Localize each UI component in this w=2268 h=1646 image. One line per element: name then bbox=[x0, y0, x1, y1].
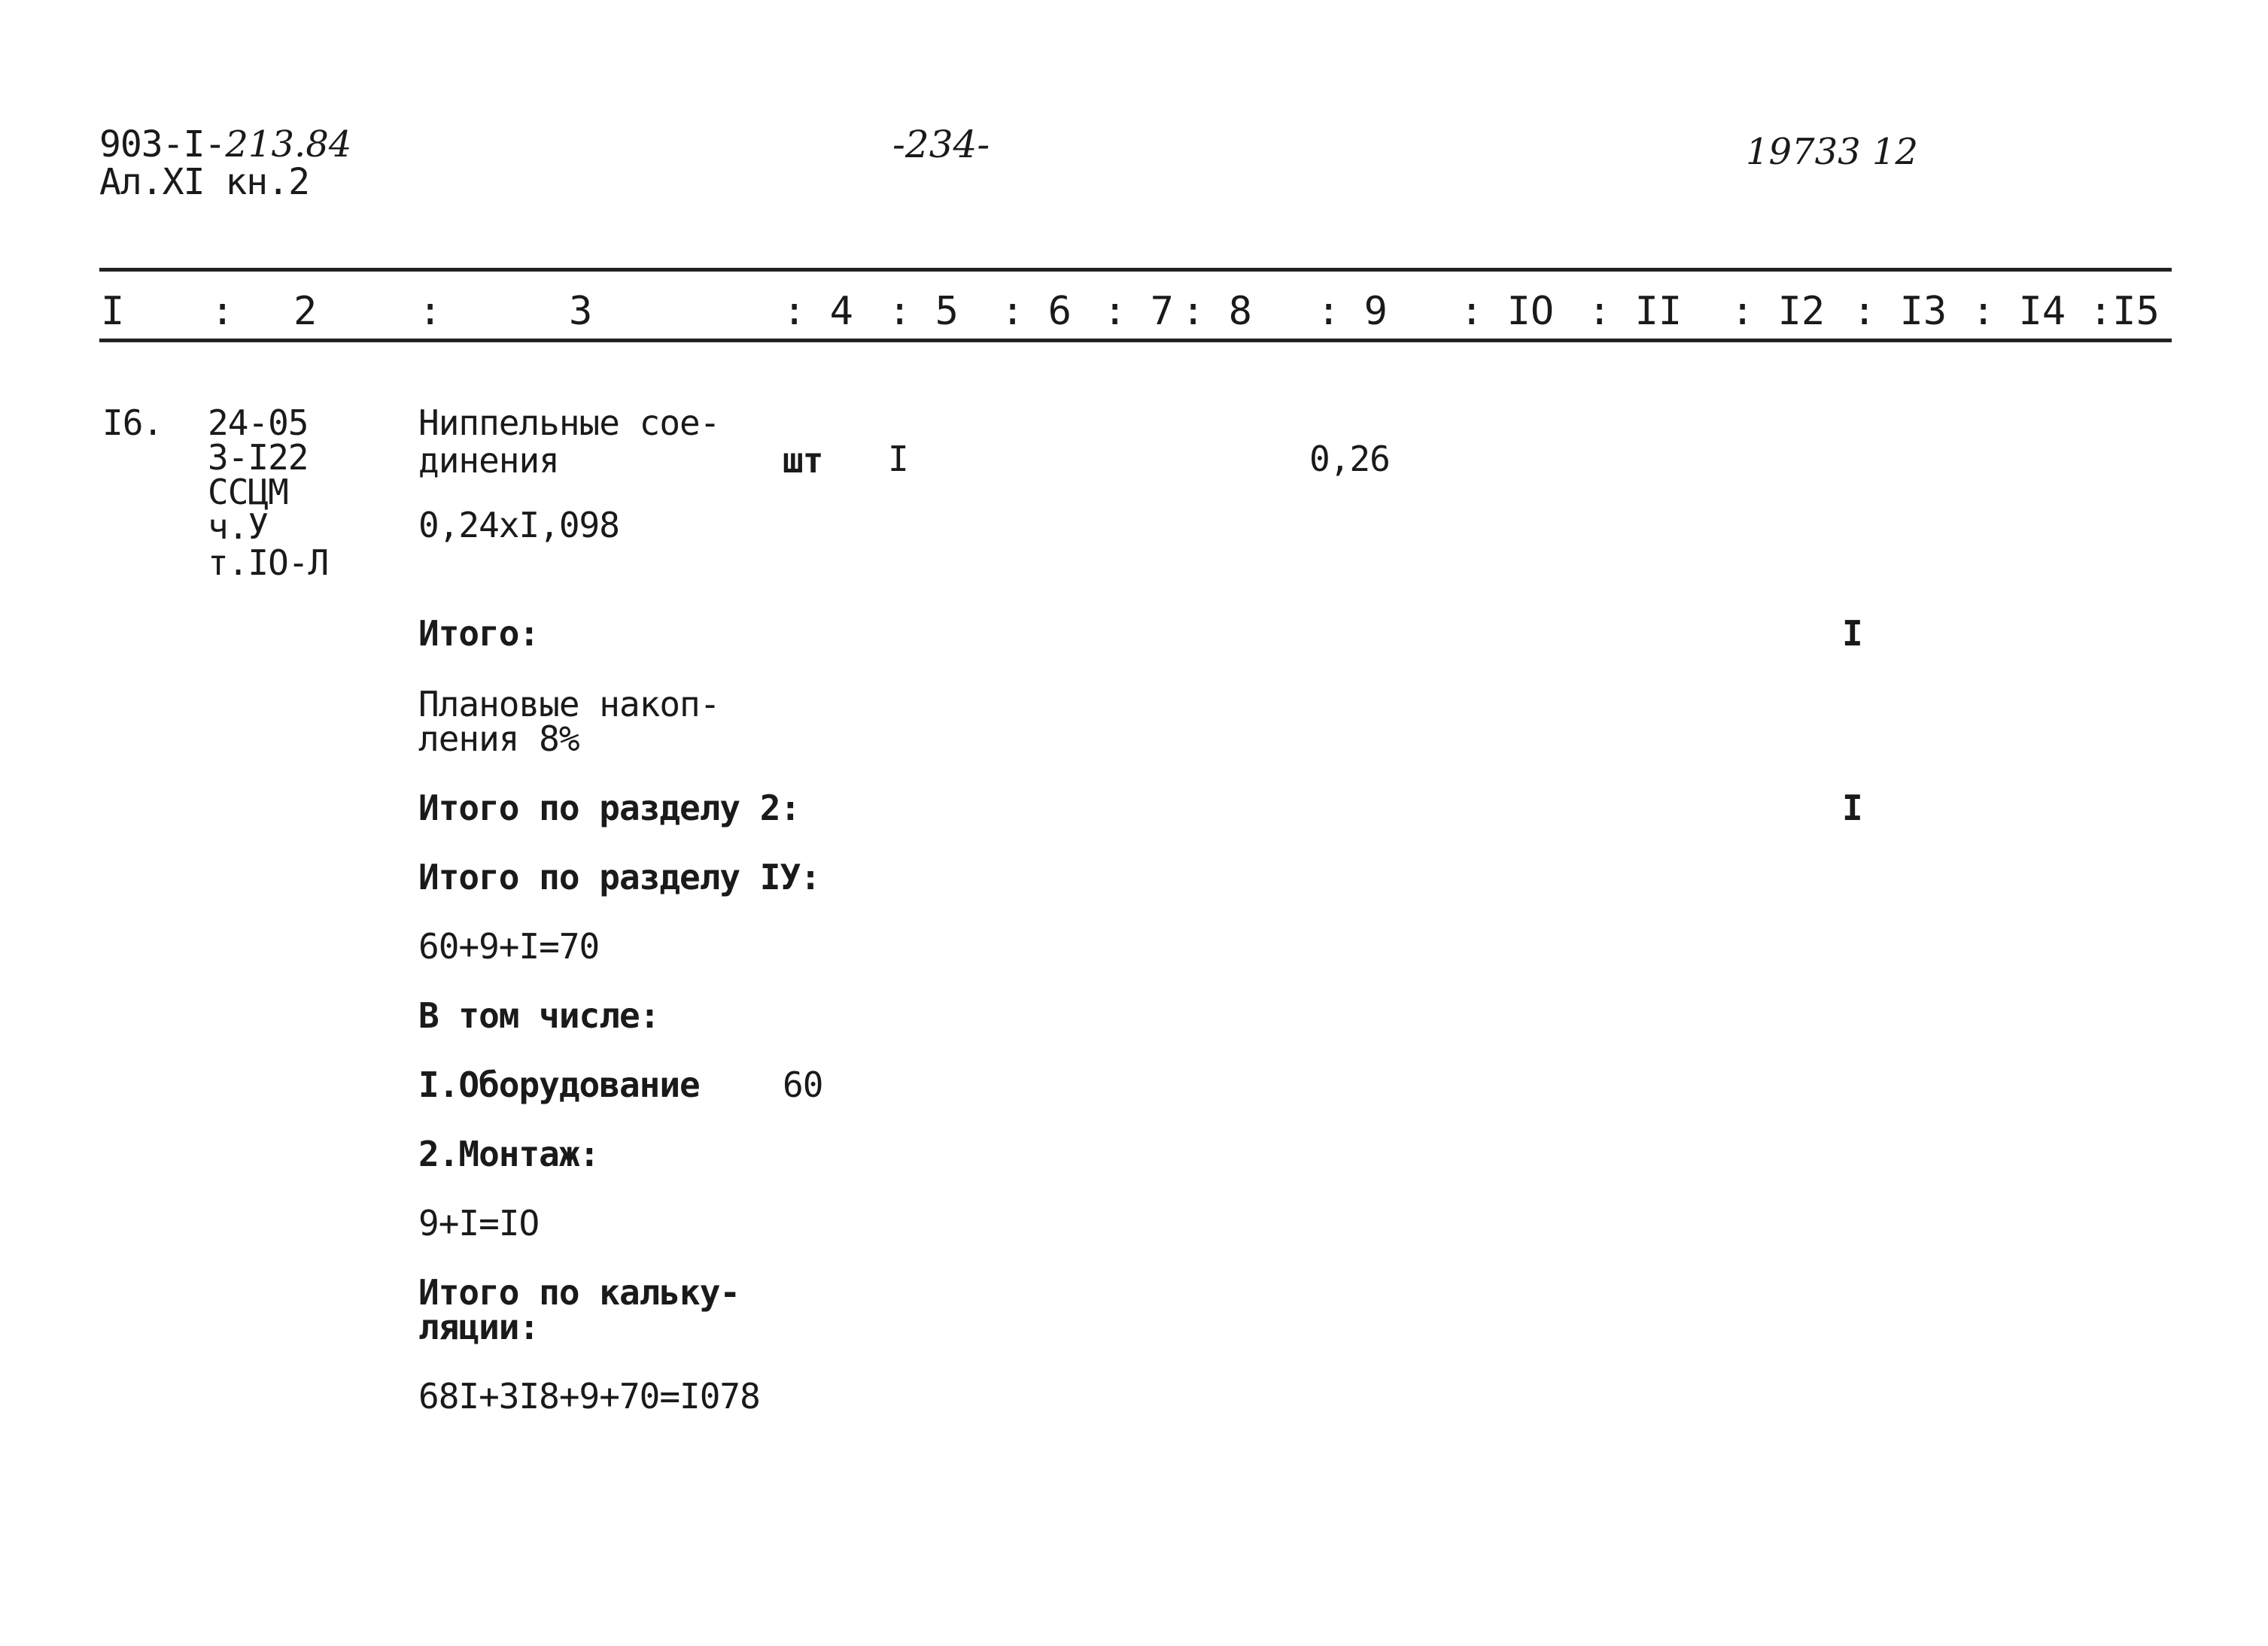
doc-code-handwritten: 213.84 bbox=[225, 123, 352, 166]
sum-razdel4: 60+9+I=70 bbox=[418, 926, 600, 967]
row-unit: шт bbox=[783, 440, 823, 481]
row-qty: I bbox=[888, 439, 908, 479]
col-14: : I4 bbox=[1972, 289, 2066, 334]
top-rule bbox=[99, 268, 2172, 272]
vtom-chisle: В том числе: bbox=[418, 995, 660, 1036]
row-price: 0,26 bbox=[1309, 439, 1390, 479]
doc-code-prefix: 903-I- bbox=[99, 123, 226, 166]
row-code-2: 3-I22 bbox=[208, 437, 309, 478]
col-6: : 6 bbox=[1001, 289, 1072, 334]
row-code-4: ч.У bbox=[208, 506, 269, 547]
col-13: : I3 bbox=[1853, 289, 1947, 334]
col-sep-1: : bbox=[211, 289, 235, 334]
col-1: I bbox=[101, 289, 125, 334]
col-3: 3 bbox=[569, 289, 593, 334]
itogo-value: I bbox=[1842, 613, 1862, 654]
col-5: : 5 bbox=[888, 289, 959, 334]
col-8: : 8 bbox=[1181, 289, 1252, 334]
col-2: 2 bbox=[293, 289, 318, 334]
sum-kalkulyacii: 68I+3I8+9+70=I078 bbox=[418, 1376, 760, 1417]
razdel2-value: I bbox=[1842, 788, 1862, 828]
row-code-1: 24-05 bbox=[208, 402, 309, 443]
row-formula: 0,24хI,098 bbox=[418, 505, 619, 545]
kalk-line-2: ляции: bbox=[418, 1307, 540, 1347]
doc-code bbox=[99, 123, 352, 166]
col-12: : I2 bbox=[1731, 289, 1826, 334]
col-9: : 9 bbox=[1317, 289, 1388, 334]
page-number: -234- bbox=[892, 123, 990, 166]
header-rule bbox=[99, 339, 2172, 342]
row-name-1: Ниппельные сое- bbox=[418, 402, 720, 443]
col-15: :I5 bbox=[2089, 289, 2160, 334]
row-code-3: ССЦМ bbox=[208, 472, 288, 512]
montazh-label: 2.Монтаж: bbox=[418, 1134, 600, 1174]
sum-montazh: 9+I=IO bbox=[418, 1203, 540, 1244]
razdel4-label: Итого по разделу IУ: bbox=[418, 857, 820, 897]
doc-sub: Ал.XI кн.2 bbox=[99, 161, 309, 203]
col-sep-2: : bbox=[418, 289, 442, 334]
kalk-line-1: Итого по кальку- bbox=[418, 1272, 740, 1313]
row-code-5: т.IO-Л bbox=[208, 542, 329, 583]
stamp-number: 19733 12 bbox=[1746, 131, 1919, 173]
planovye-line-2: ления 8% bbox=[418, 718, 579, 759]
oborudovanie-value: 60 bbox=[783, 1064, 823, 1105]
itogo-label: Итого: bbox=[418, 613, 540, 654]
col-10: : IO bbox=[1460, 289, 1555, 334]
planovye-line-1: Плановые накоп- bbox=[418, 684, 720, 724]
col-4: : 4 bbox=[783, 289, 853, 334]
row-number: I6. bbox=[102, 402, 163, 443]
col-7: : 7 bbox=[1103, 289, 1174, 334]
oborudovanie-label: I.Оборудование bbox=[418, 1064, 700, 1105]
row-name-2: динения bbox=[418, 440, 559, 481]
col-11: : II bbox=[1588, 289, 1683, 334]
razdel2-label: Итого по разделу 2: bbox=[418, 788, 801, 828]
